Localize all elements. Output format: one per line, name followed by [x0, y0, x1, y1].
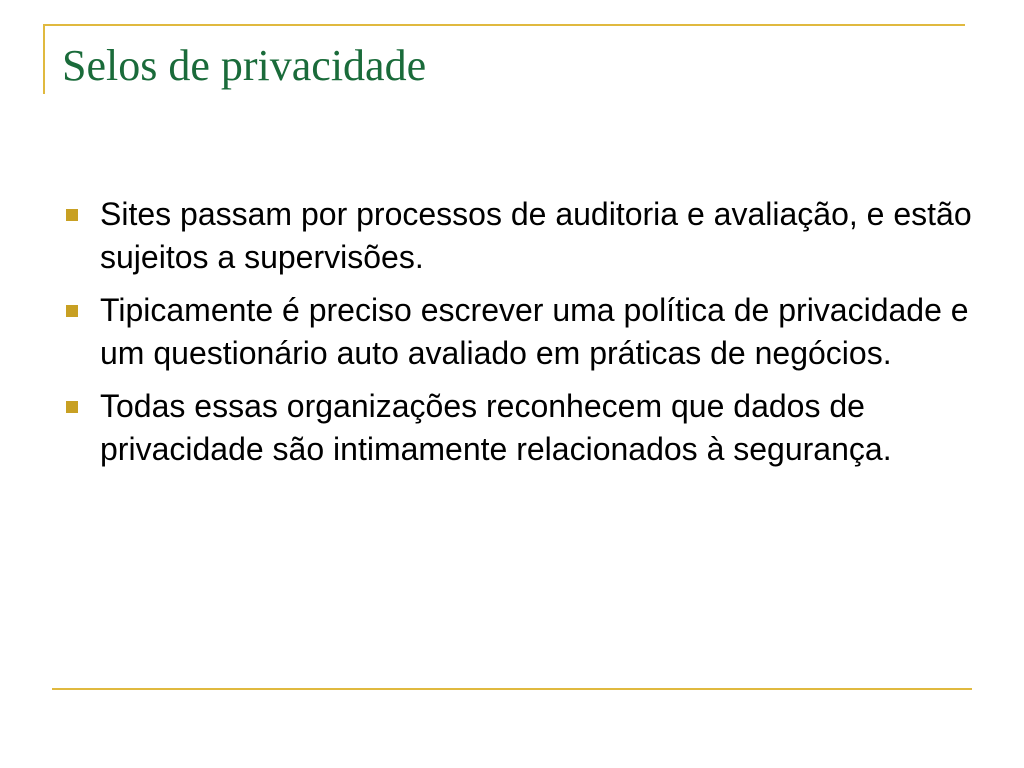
- bullet-text: Todas essas organizações reconhecem que dados de privacidade são intimamente relacionados à segurança.: [100, 388, 892, 467]
- top-rule: [43, 24, 965, 26]
- bullet-text: Tipicamente é preciso escrever uma política de privacidade e um questionário auto avaliado em práticas de negócios.: [100, 292, 969, 371]
- slide-title: Selos de privacidade: [62, 41, 427, 90]
- bullet-text: Sites passam por processos de auditoria e avaliação, e estão sujeitos a supervisões.: [100, 196, 972, 275]
- bottom-rule: [52, 688, 972, 690]
- bullet-list: [62, 193, 972, 481]
- bullet-item: [62, 289, 972, 375]
- bullet-item: [62, 385, 972, 471]
- bullet-item: [62, 193, 972, 279]
- square-bullet-icon: [66, 305, 78, 317]
- square-bullet-icon: [66, 401, 78, 413]
- left-rule: [43, 24, 45, 94]
- square-bullet-icon: [66, 209, 78, 221]
